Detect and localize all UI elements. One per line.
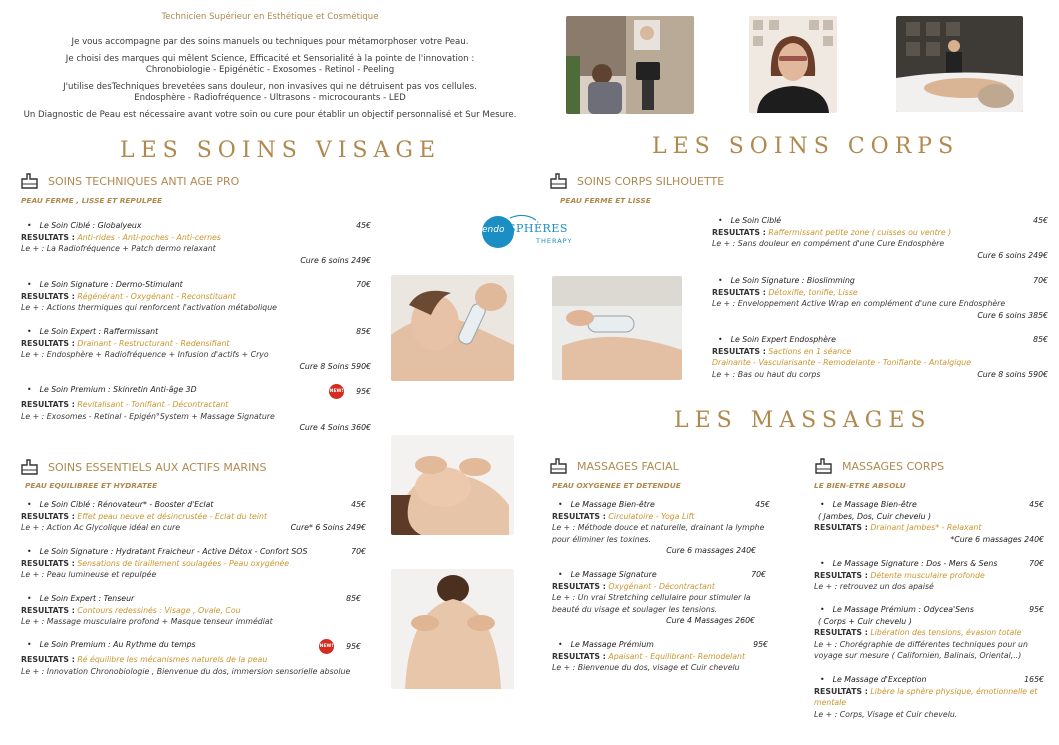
list-item: • Le Massage Bien-être 45€ ( Jambes, Dos, Cuir chevelu ) RESULTATS : Drainant Jambes* - Relaxant *Cure 6 massages 240€ <box>814 499 1044 545</box>
hand-icon <box>20 458 40 476</box>
hand-icon <box>549 172 569 190</box>
price: 85€ <box>346 594 361 603</box>
list-item: • Le Soin Expert : Tenseur 85€ RESULTATS : Contours redessinés : Visage , Ovale, Cou Le + : Massage musculaire profond + Masque tenseur immédiat <box>21 593 361 628</box>
list-item: • Le Soin Ciblé : Globalyeux 45€ RESULTATS : Anti-rides - Anti-poches - Anti-cernes Le + : La Radiofréquence + Patch dermo relaxant Cure 6 soins 249€ <box>21 220 371 266</box>
list-item: • Le Massage Bien-être 45€ RESULTATS : Circulatoire - Yoga Lift Le + : Méthode douce et naturelle, drainant la lymphe pour éliminer les toxines. Cure 6 massages 240€ <box>552 499 770 557</box>
section-subtitle: PEAU FERME , LISSE ET REPULPEE <box>21 196 163 205</box>
intro-line: J'utilise desTechniques brevetées sans douleur, non invasives qui ne détruisent pas vos cellules. Endosphère - Radiofréquence - Ultrasons - microcourants - LED <box>63 82 477 103</box>
price: 45€ <box>1033 216 1048 225</box>
list-item: • Le Soin Ciblé 45€ RESULTATS : Raffermissant petite zone ( cuisses ou ventre ) Le + : Sans douleur en compément d'une Cure Endosphère Cure 6 soins 249€ <box>712 215 1048 261</box>
new-badge: NEW! <box>329 384 344 399</box>
list-item: • Le Soin Signature : Bioslimming 70€ RESULTATS : Détoxifie, tonifie, Lisse Le + : Enveloppement Active Wrap en complément d'une cure Endosphère Cure 6 soins 385€ <box>712 275 1048 321</box>
price: 45€ <box>755 500 770 509</box>
list-item: • Le Massage Signature : Dos - Mers & Sens 70€ RESULTATS : Détente musculaire profonde Le + : retrouvez un dos apaisé <box>814 558 1044 593</box>
section-subtitle: LE BIEN-ETRE ABSOLU <box>814 481 906 490</box>
logo-text-endo: endo <box>482 225 505 235</box>
section-header-anti-age <box>20 172 239 190</box>
section-header-massages-corps <box>814 457 944 475</box>
list-item: • Le Soin Premium : Au Rythme du temps NEW! 95€ RESULTATS : Ré équilibre les mécanismes naturels de la peau Le + : Innovation Chronobiologie , Bienvenue du dos, immersion sensorielle absolue <box>21 639 389 677</box>
intro-line: Je choisi des marques qui mêlent Science, Efficacité et Sensorialité à la pointe de l'innovation : Chronobiologie - Epigénétic - Exosomes - Retinol - Peeling <box>65 54 475 75</box>
section-subtitle: PEAU EQUILIBREE ET HYDRATEE <box>25 481 158 490</box>
price: 45€ <box>356 221 371 230</box>
list-item: • Le Soin Signature : Hydratant Fraicheur - Active Détox - Confort SOS 70€ RESULTATS : Sensations de tiraillement soulagées - Peau oxygénée Le + : Peau lumineuse et repulpée <box>21 546 366 581</box>
price: 70€ <box>351 547 366 556</box>
section-title: SOINS TECHNIQUES ANTI AGE PRO <box>48 174 240 188</box>
cure-price: Cure 4 Massages 260€ <box>666 616 755 625</box>
intro-line: Je vous accompagne par des soins manuels ou techniques pour métamorphoser votre Peau. <box>71 37 469 47</box>
price: 95€ <box>356 386 371 396</box>
endospheres-logo <box>480 212 580 256</box>
section-header-marins <box>20 458 267 476</box>
section-title: MASSAGES CORPS <box>842 459 945 473</box>
hand-icon <box>20 172 40 190</box>
cure-price: Cure 8 soins 590€ <box>977 369 1048 379</box>
intro-line: Un Diagnostic de Peau est nécessaire avant votre soin ou cure pour établir un objectif personnalisé et Sur Mesure. <box>23 110 517 120</box>
list-item: • Le Soin Expert Endosphère 85€ RESULTATS : Sactions en 1 séance Drainante - Vascularisante - Remodelante - Tonifiante - Antalgique Le + : Bas ou haut du corps Cure 8 soins 590€ <box>712 334 1048 380</box>
price: 95€ <box>753 640 768 649</box>
photo-leg-endosphere <box>552 276 682 380</box>
cure-price: Cure 6 soins 249€ <box>977 250 1048 260</box>
section-subtitle: PEAU OXYGENEE ET DETENDUE <box>552 481 681 490</box>
title-soins-corps: LES SOINS CORPS <box>652 134 960 159</box>
section-header-facial <box>549 457 679 475</box>
list-item: • Le Soin Premium : Skinretin Anti-âge 3D NEW! 95€ RESULTATS : Revitalisant - Tonifiant - Décontractant Le + : Exosomes - Retinal - Epigén°System + Massage Signature Cure 4 Soins 360€ <box>21 384 371 434</box>
cure-price: Cure 8 Soins 590€ <box>299 361 371 371</box>
photo-salon-device <box>566 16 694 114</box>
new-badge: NEW! <box>319 639 334 654</box>
title-soins-visage: LES SOINS VISAGE <box>120 138 442 163</box>
section-title: MASSAGES FACIAL <box>577 459 679 473</box>
intro-title: Technicien Supérieur en Esthétique et Cosmétique <box>161 12 379 22</box>
list-item: • Le Soin Expert : Raffermissant 85€ RESULTATS : Drainant - Restructurant - Redensifiant Le + : Endosphère + Radiofréquence + Infusion d'actifs + Cryo Cure 8 Soins 590€ <box>21 326 371 372</box>
price: 45€ <box>351 500 366 509</box>
price: 95€ <box>346 641 361 651</box>
price: 95€ <box>1029 605 1044 614</box>
list-item: • Le Massage Prémium 95€ RESULTATS : Apaisant - Equilibrant- Remodelant Le + : Bienvenue du dos, visage et Cuir chevelu <box>552 639 777 674</box>
price: 70€ <box>1029 559 1044 568</box>
cure-price: Cure 6 soins 249€ <box>300 255 371 265</box>
hand-icon <box>549 457 569 475</box>
photo-back-massage <box>391 569 514 689</box>
price: 70€ <box>1033 276 1048 285</box>
logo-text-spheres: SPHÈRES <box>508 222 568 235</box>
list-item: • Le Massage Signature 70€ RESULTATS : Oxygénant - Décontractant Le + : Un vrai Stretching cellulaire pour stimuler la beauté du visage et soulager les tensions. Cure 4 Massages 260€ <box>552 569 777 627</box>
price: 85€ <box>356 327 371 336</box>
intro-block <box>20 12 520 127</box>
price: 85€ <box>1033 335 1048 344</box>
section-subtitle: PEAU FERME ET LISSE <box>560 196 651 205</box>
section-header-silhouette <box>549 172 724 190</box>
list-item: • Le Massage Prémium : Odycea'Sens 95€ ( Corps + Cuir chevelu ) RESULTATS : Libération des tensions, évasion totale Le + : Chorégraphie de différentes techniques pour un voyage sur mesure ( Californien, Balinais, Oriental,..) <box>814 604 1044 662</box>
hand-icon <box>814 457 834 475</box>
photo-body-treatment <box>896 16 1023 112</box>
price: 45€ <box>1029 500 1044 509</box>
cure-price: Cure 4 Soins 360€ <box>299 423 371 432</box>
price: 70€ <box>356 280 371 289</box>
cure-price: Cure* 6 Soins 249€ <box>290 523 366 532</box>
list-item: • Le Massage d'Exception 165€ RESULTATS : Libère la sphère physique, émotionnelle et mentale Le + : Corps, Visage et Cuir chevelu. <box>814 674 1044 720</box>
cure-price: *Cure 6 massages 240€ <box>950 534 1044 544</box>
list-item: • Le Soin Ciblé : Rénovateur* - Booster d'Eclat 45€ RESULTATS : Effet peau neuve et désincrustée - Eclat du teint Le + : Action Ac Glycolique idéal en cure Cure* 6 Soins 249€ <box>21 499 366 534</box>
price: 70€ <box>751 570 766 579</box>
cure-price: Cure 6 soins 385€ <box>977 310 1048 320</box>
logo-text-therapy: THERAPY <box>536 237 573 245</box>
section-title: SOINS CORPS SILHOUETTE <box>577 174 725 188</box>
list-item: • Le Soin Signature : Dermo-Stimulant 70€ RESULTATS : Régénérant - Oxygénant - Reconstituant Le + : Actions thermiques qui renforcent l'activation métabolique <box>21 279 371 314</box>
photo-practitioner <box>749 16 837 113</box>
photo-face-massage <box>391 435 514 535</box>
price: 165€ <box>1024 675 1044 684</box>
title-massages: LES MASSAGES <box>674 408 932 433</box>
photo-face-device <box>391 275 514 381</box>
section-title: SOINS ESSENTIELS AUX ACTIFS MARINS <box>48 460 267 474</box>
cure-price: Cure 6 massages 240€ <box>666 546 756 555</box>
